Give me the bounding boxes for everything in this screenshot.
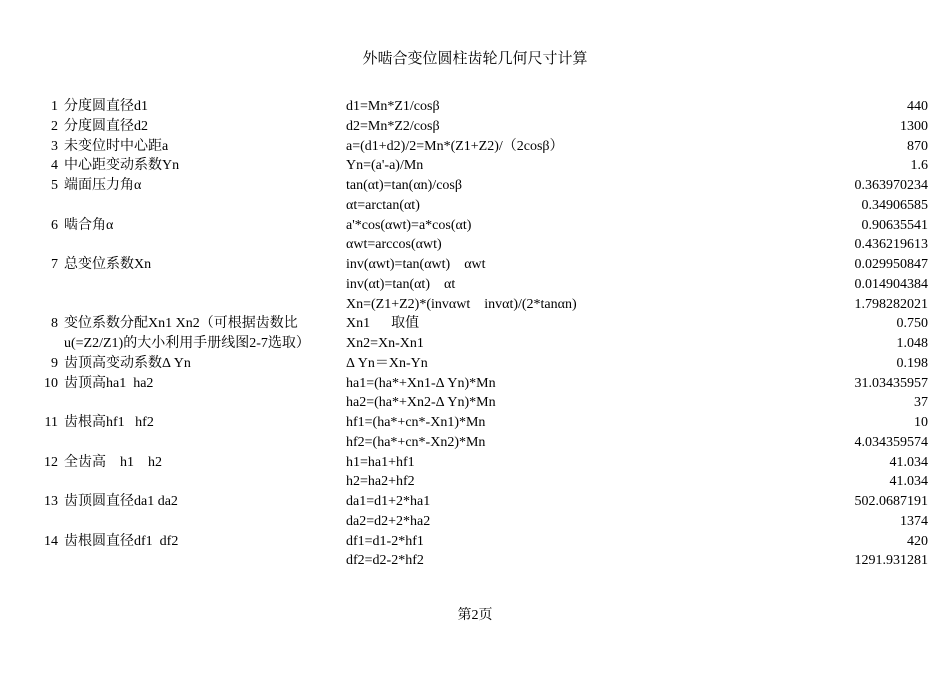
row-label: 中心距变动系数Yn [64,158,180,174]
table-row [0,235,950,255]
row-value: 37 [914,395,928,411]
row-value: 0.014904384 [854,276,928,292]
table-row [0,393,950,413]
row-number: 8 [51,316,58,332]
row-value: 440 [907,99,928,114]
table-row [0,551,950,571]
row-formula: da2=d2+2*ha2 [346,513,431,529]
row-value: 1291.931281 [854,553,928,569]
row-value: 0.363970234 [854,178,928,193]
row-formula: tan(αt)=tan(αn)/cosβ [346,178,462,193]
row-label: 齿根高hf1 hf2 [64,415,154,430]
table-row [0,255,950,275]
table-row [0,413,950,433]
row-formula: da1=d1+2*ha1 [346,494,431,509]
table-row [0,156,950,176]
row-formula: h2=ha2+hf2 [346,474,415,490]
row-formula: Yn=(a'-a)/Mn [346,158,424,174]
row-number: 10 [44,375,58,391]
row-label: 总变位系数Xn [64,257,152,272]
row-formula: a=(d1+d2)/2=Mn*(Z1+Z2)/（2cosβ） [346,138,564,154]
row-number: 13 [44,494,58,509]
row-number: 4 [51,158,58,174]
table-row [0,472,950,492]
row-value: 0.34906585 [861,197,928,213]
row-formula: αwt=arccos(αwt) [346,237,442,253]
row-number: 11 [44,415,58,430]
row-formula: hf1=(ha*+cn*-Xn1)*Mn [346,415,486,430]
table-row [0,433,950,453]
row-number: 5 [51,178,58,193]
table-row [0,196,950,216]
table-row [0,314,950,334]
row-number: 7 [51,257,58,272]
row-value: 0.750 [896,316,928,332]
row-formula: Δ Yn＝Xn-Yn [346,355,428,371]
row-label: 齿顶高变动系数Δ Yn [64,355,191,371]
row-value: 0.436219613 [854,237,928,253]
row-label: u(=Z2/Z1)的大小利用手册线图2-7选取） [64,336,310,351]
row-value: 1.6 [910,158,928,174]
row-formula: df2=d2-2*hf2 [346,553,424,569]
row-label: 变位系数分配Xn1 Xn2（可根据齿数比 [64,316,298,332]
row-formula: Xn1 取值 [346,316,420,332]
row-formula: αt=arctan(αt) [346,197,420,213]
table-row [0,334,950,354]
row-formula: ha2=(ha*+Xn2-Δ Yn)*Mn [346,395,496,411]
table-row [0,354,950,374]
row-value: 1.798282021 [854,296,928,312]
row-formula: ha1=(ha*+Xn1-Δ Yn)*Mn [346,375,496,391]
row-label: 全齿高 h1 h2 [64,454,162,470]
page-title: 外啮合变位圆柱齿轮几何尺寸计算 [362,51,588,67]
row-formula: df1=d1-2*hf1 [346,533,424,549]
row-formula: a'*cos(αwt)=a*cos(αt) [346,217,472,233]
row-formula: Xn2=Xn-Xn1 [346,336,424,351]
row-formula: inv(αwt)=tan(αwt) αwt [346,257,486,272]
row-number: 14 [44,533,58,549]
row-label: 分度圆直径d1 [64,99,148,114]
row-value: 41.034 [889,454,928,470]
page-number: 第2页 [457,608,493,623]
row-value: 420 [907,533,928,549]
row-label: 端面压力角α [64,178,142,193]
row-formula: inv(αt)=tan(αt) αt [346,276,456,292]
table-row [0,216,950,236]
table-row [0,512,950,532]
row-number: 3 [51,138,58,154]
row-label: 分度圆直径d2 [64,118,148,134]
row-label: 齿根圆直径df1 df2 [64,533,179,549]
table-row [0,275,950,295]
row-value: 0.029950847 [854,257,928,272]
row-value: 870 [907,138,928,154]
row-formula: hf2=(ha*+cn*-Xn2)*Mn [346,434,486,450]
row-value: 41.034 [889,474,928,490]
row-formula: h1=ha1+hf1 [346,454,415,470]
table-row [0,117,950,137]
row-value: 0.198 [896,355,928,371]
row-label: 未变位时中心距a [64,138,169,154]
row-value: 502.0687191 [854,494,928,509]
table-row [0,176,950,196]
row-number: 12 [44,454,58,470]
row-value: 0.90635541 [861,217,928,233]
row-number: 6 [51,217,58,233]
row-value: 31.03435957 [854,375,928,391]
row-value: 4.034359574 [854,434,928,450]
table-row [0,295,950,315]
row-number: 9 [51,355,58,371]
row-formula: d2=Mn*Z2/cosβ [346,118,440,134]
row-value: 1.048 [896,336,928,351]
row-label: 齿顶高ha1 ha2 [64,375,154,391]
table-row [0,532,950,552]
table-row [0,492,950,512]
row-value: 1374 [900,513,928,529]
table-row [0,137,950,157]
row-number: 1 [51,99,58,114]
row-label: 齿顶圆直径da1 da2 [64,494,178,509]
table-row [0,374,950,394]
table-row [0,453,950,473]
row-formula: d1=Mn*Z1/cosβ [346,99,440,114]
row-number: 2 [51,118,58,134]
row-formula: Xn=(Z1+Z2)*(invαwt invαt)/(2*tanαn) [346,296,577,312]
row-value: 1300 [900,118,928,134]
table-row [0,97,950,117]
row-value: 10 [914,415,928,430]
row-label: 啮合角α [64,217,114,233]
